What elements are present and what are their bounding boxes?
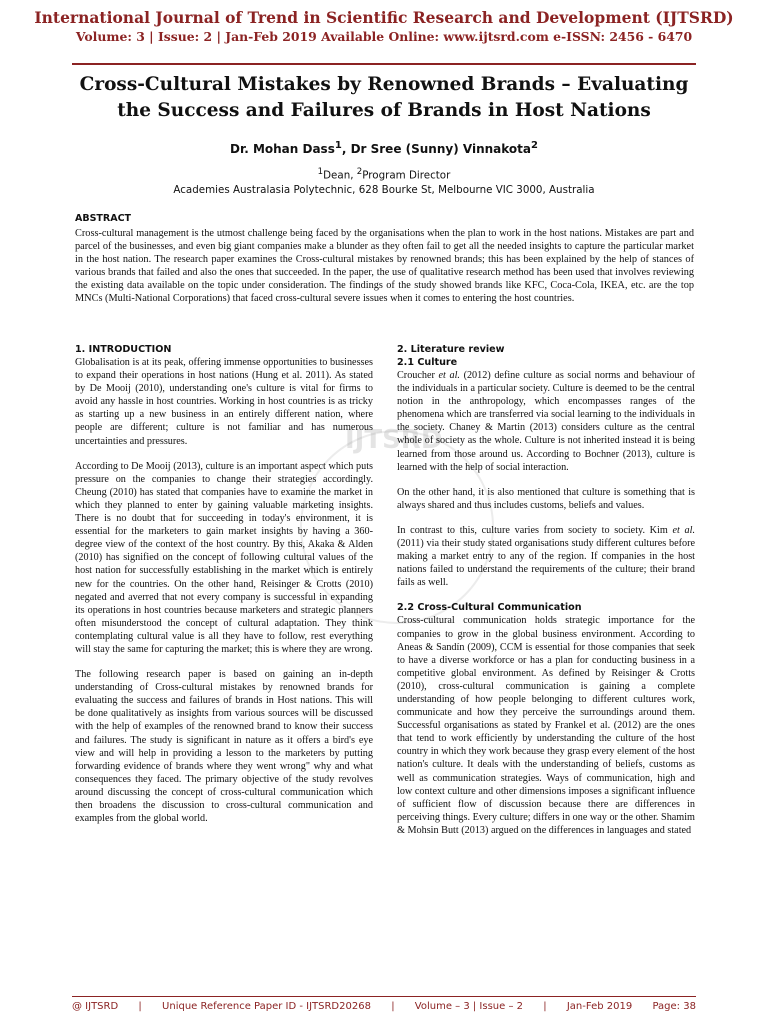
footer-page: Page: 38 xyxy=(652,1001,696,1012)
culture-p3-rest: (2011) via their study stated organisations study different cultures before making a market entry to any of the region. If companies in the host nations failed to understand the requirements of the culture; their brand fails as well. xyxy=(397,538,695,589)
subsection-heading-culture: 2.1 Culture xyxy=(397,357,458,368)
culture-paragraph-1 xyxy=(397,369,695,474)
header-divider xyxy=(72,63,696,65)
culture-paragraph-3 xyxy=(397,524,695,589)
author-1-sup: 1 xyxy=(334,140,342,151)
section-heading-introduction: 1. INTRODUCTION xyxy=(75,344,172,355)
journal-header xyxy=(0,8,768,46)
paper-title xyxy=(72,72,696,124)
paper-title-line-1: Cross-Cultural Mistakes by Renowned Brands – Evaluating xyxy=(79,74,689,95)
culture-p3-etal: et al. xyxy=(672,524,695,536)
author-separator: , xyxy=(341,142,351,156)
culture-p1-etal: et al. xyxy=(438,370,460,381)
footer-date: Jan-Feb 2019 xyxy=(566,1001,633,1012)
abstract-heading: ABSTRACT xyxy=(75,213,132,224)
footer-volume: Volume – 3 | Issue – 2 xyxy=(414,1001,524,1012)
journal-title: International Journal of Trend in Scientific Research and Development (IJTSRD) xyxy=(34,8,734,27)
footer-sep-1: | xyxy=(138,1001,142,1012)
author-2-sup: 2 xyxy=(530,140,538,151)
culture-p1-start: Croucher xyxy=(397,370,439,381)
author-1: Dr. Mohan Dass xyxy=(230,142,335,156)
footer-sep-2: | xyxy=(391,1001,395,1012)
affiliation xyxy=(72,165,696,198)
role-sup-2: 2 xyxy=(356,167,363,177)
ccc-paragraph-1: Cross-cultural communication holds strategic importance for the companies to grow in the global business environment. According to Aneas & Sandín (2009), CCM is essential for those companies that seek to have a diverse workforce or has a plan for conducting business in a competitive global environment. As defined by Reisinger & Crotts (2010), cross-cultural communication is gaining a complete understanding of how people belonging to different cultures work, communicate and how they perceive the surroundings around them. Successful organisations as stated by Frankel et al. (2012) are the ones that tend to work efficiently by understanding the culture of the host country in which they work because they grasp every element of the host nation's culture. It deals with the understanding of beliefs, customs as well as communication strategies. Ways of communication, high and low context culture and other dimensions imposes a significant influence of sufficient flow of discussion because there are differences in perceiving things. Every culture; differs in one way or the other. Shamim & Mohsin Butt (2013) argued on the differences in languages and stated xyxy=(397,615,695,836)
authors xyxy=(72,137,696,158)
journal-meta: Volume: 3 | Issue: 2 | Jan-Feb 2019 Available Online: www.ijtsrd.com e-ISSN: 2456 - 6470 xyxy=(75,29,693,44)
right-column xyxy=(397,343,695,849)
subsection-heading-cross-cultural-communication: 2.2 Cross-Cultural Communication xyxy=(397,602,582,614)
paper-title-line-2: the Success and Failures of Brands in Host Nations xyxy=(117,100,651,121)
abstract-text: Cross-cultural management is the utmost challenge being faced by the organisations when the plan to work in the host nations. Mistakes are part and parcel of the businesses, and even big giant companies make a blunder as they often fail to get all the needed insights to capture the particular market in the host nation. The research paper examines the Cross-cultural mistakes by renowned brands; this has been explained by the help of stances of various brands that failed and also the ones that succeeded. In the paper, the use of qualitative research method has been used that involves reviewing the existing data available on the topic under consideration. The findings of the study showed brands like KFC, Coca-Cola, IKEA, etc. are the top MNCs (Multi-National Corporations) that faced cross-cultural severe issues when it comes to entering the host countries. xyxy=(75,228,694,304)
intro-paragraph-3: The following research paper is based on gaining an in-depth understanding of Cross-cultural mistakes by renowned brands for evaluating the success and failures of brands in Host nations. This will be done qualitatively as insights from various sources will be discussed with the help of examples of the renowned brand to know their success and failures. The study is significant in nature as it offers a bird's eye view and will help in providing a lesson to the marketers by putting forwarding evidence of brands where they went wrong" why and what consequences they faced. The primary objective of the study revolves around discussing the concept of cross-cultural communication which then broadens the discussion to cross-cultural communication and examples from the global world. xyxy=(75,669,373,825)
role-2: Program Director xyxy=(362,169,451,182)
institution-address: Academies Australasia Polytechnic, 628 Bourke St, Melbourne VIC 3000, Australia xyxy=(173,184,595,197)
footer-paper-id: Unique Reference Paper ID - IJTSRD20268 xyxy=(162,1001,371,1012)
culture-p3-start: In contrast to this, culture varies from society to society. Kim xyxy=(397,524,673,536)
page-footer xyxy=(72,1001,696,1012)
intro-paragraph-1: Globalisation is at its peak, offering immense opportunities to businesses to expand their operations in host nations (Hung et al. 2011). As stated by De Mooij (2010), understanding one's culture is vital for firms to avoid any hassle in host countries. Working in host countries is as tricky as starting up a new business in an entirely different nation, where people are different; culture is not familiar and has numerous uncertainties and pressures. xyxy=(75,357,373,447)
footer-sep-3: | xyxy=(543,1001,547,1012)
culture-paragraph-2: On the other hand, it is also mentioned that culture is something that is always shared and thus includes customs, beliefs and values. xyxy=(397,486,695,511)
footer-divider xyxy=(72,996,696,997)
intro-paragraph-2: According to De Mooij (2013), culture is an important aspect which puts pressure on the companies to change their strategies accordingly. Cheung (2010) has stated that companies have to examine the market in which they planned to enter by gaining valuable marketing insights. There is no doubt that for succeeding in today's environment, it is essential for the marketers to gain market insights by having a 360-degree view of the context of the host country. By this, Akaka & Alden (2010) has signified on the concept of following cultural values of the host nation for successfully establishing in the market which is entirely new for the countries. On the other hand, Reisinger & Crotts (2010) negated and averred that not every company is successful in expanding its operations in host countries because marketers and strategic planners often misunderstood the concept of cultural adaptation. They think contemplating cultural value is all they have to follow, rest everything will stay the same for capturing the market; this is where they are wrong. xyxy=(75,460,373,655)
role-1: Dean, xyxy=(323,169,357,182)
culture-p1-rest: (2012) define culture as social norms and behaviour of the individuals in a particular society. Culture is deemed to be the central notion in the anthropology, which encompasses ranges of the phenomena which are transferred via social learning to the individuals in the society. Chaney & Martin (2013) considers culture as the central whole of society as the whole. Culture is not inherited instead it is being learned from those around us. According to Bochner (2013), culture is learned with the help of social interaction. xyxy=(397,370,695,473)
author-2: Dr Sree (Sunny) Vinnakota xyxy=(350,142,531,156)
section-heading-literature-review: 2. Literature review xyxy=(397,344,505,355)
left-column xyxy=(75,343,373,837)
author-roles xyxy=(72,165,696,183)
watermark-text: IJTSRD xyxy=(345,425,443,455)
role-sup-1: 1 xyxy=(317,167,324,177)
footer-journal: @ IJTSRD xyxy=(72,1001,119,1012)
